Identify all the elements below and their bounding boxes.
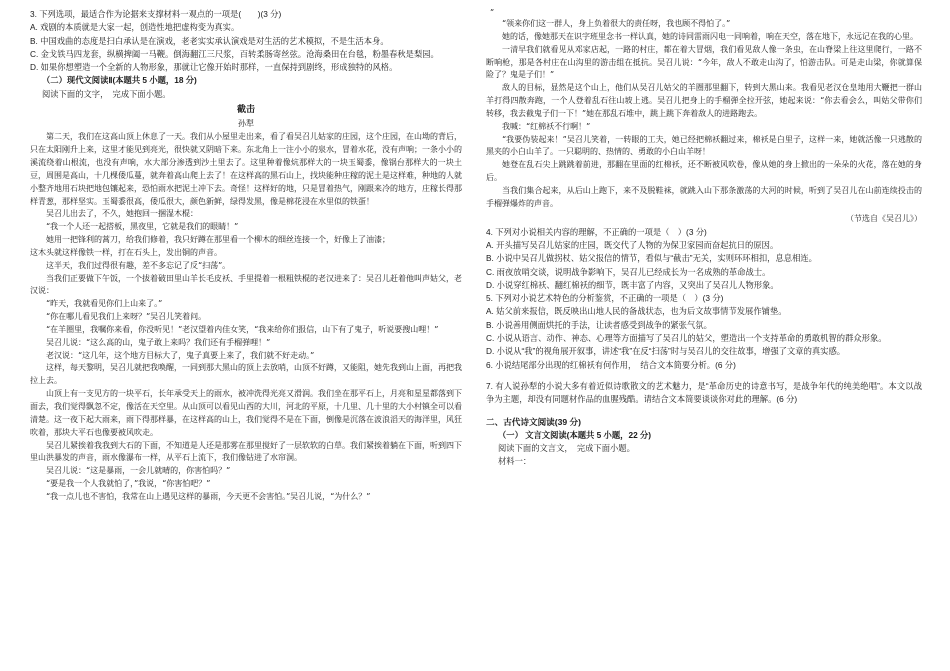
q4-option-b: B. 小说中吴召儿做拐杖、姑父报信的情节，看似与“截击”无关，实则环环相扣，息息相连。 [486, 253, 817, 264]
answer-space [486, 407, 922, 415]
section3-subheading: （一） 文言文阅读(本题共 5 小题，22 分) [498, 429, 652, 440]
passage-title: 截击 [236, 105, 255, 116]
passage-paragraph: 这样，每天黎明，吴召儿就把我唤醒，一同到那大黑山的顶上去放哨，山顶不好蹲，又能阻，她先我到山上面，再把我拉上去。 [30, 363, 462, 386]
material-label: 材料一： [498, 456, 532, 467]
q6-stem: 6. 小说结尾部分出现的红棉袄有何作用， 结合文本简要分析。(6 分) [486, 359, 736, 370]
passage-paragraph: 吴召儿紧挨着我我到大石的下面，不知道是人还是那雾在那里搅好了一层软软的白草。我们紧挨着躺在下面，听到四下里山洪暴发的声音，雨水像瀑布一样，从平石上流下，我们像钻进了水帘洞。 [30, 440, 462, 463]
passage-paragraph: 老汉说：“这几年，这个地方目标大了，鬼子真要上来了，我们就不好走动。” [46, 350, 315, 360]
passage-paragraph: “领来你们这一群人，身上负着很大的责任呀，我也顾不得怕了。” [502, 19, 731, 28]
section2-heading: （二）现代文阅读Ⅱ(本题共 5 小题，18 分) [42, 75, 197, 86]
passage-paragraph: 山顶上有一支见方的一块平石，长年承受天上的雨水，被冲洗得光亮又滑润。我们坐在那平石上，月亮和星星都落到下面去，我们觉得飘忽不定，像活在天空里。从山顶可以看见山西的大川，河北的平原，十几里、几十里的大小村镇全可以看清楚。这一夜下起大雨来，雨下得那样暴，在这样高的山上，我们觉得不是在下面，倒像是沉落在波浪滔天的海洋里，风狂吹着，那块大平石也像要被风吹走。 [30, 389, 462, 437]
q5-option-d: D. 小说从“我”的视角展开叙事，讲述“我”在反“扫荡”时与吴召儿的交往故事，增强了文章的真实感。 [486, 346, 846, 357]
q3-option-a: A. 戏剧的本质就是大家一起，创造性地把虚构变为真实。 [30, 22, 240, 33]
section3-heading: 二、古代诗文阅读(39 分) [486, 416, 582, 427]
passage-paragraph: 当我们正要做下午饭，一个拔着破田里山羊长毛皮袄、手里提着一根粗铁棍的老汉进来了：吴召儿赶着他叫声姑父，老汉说： [30, 273, 462, 296]
passage-paragraph: “在羊圈里，我嘱你来看，你没听见！”老汉望着内佳女笑，“我来给你们报信，山下有了鬼子，听说要搜山哩！” [46, 324, 439, 334]
passage-paragraph: “我一个人还一起搭板，黑夜里，它就是我们的眼睛！” [46, 222, 239, 232]
q5-stem: 5. 下列对小说艺术特色的分析鉴赏，不正确的一项是（ ）(3 分) [486, 293, 724, 304]
passage-paragraph: 她用一把锋利的蒿刀，给我们修着，我只好蹲在那里看一个柳木的细丝连接一个，好像上了油漆； [46, 235, 390, 245]
answer-space [486, 372, 922, 380]
passage-paragraph: 吴召儿说：“这是暴雨，一会儿就晴的，你害怕吗？” [46, 466, 231, 476]
passage-paragraph: 这木头就这样像铁一样，打在石头上，发出铜的声音。 [30, 247, 222, 257]
q4-stem: 4. 下列对小说相关内容的理解，不正确的一项是（ ）(3 分) [486, 226, 707, 237]
q4-option-d: D. 小说穿红棉袄、翻红棉袄的细节，既丰富了内容，又突出了吴召儿人物形象。 [486, 279, 779, 290]
passage-paragraph: “你在哪儿看见我们上来呀？”吴召儿笑着问。 [46, 312, 207, 322]
q4-option-a: A. 开头描写吴召儿姑家的庄园，既交代了人物的为保卫家园而奋起抗日的原因。 [486, 239, 779, 250]
section3-instruction: 阅读下面的文言文， 完成下面小题。 [498, 443, 635, 454]
passage-author: 孙犁 [238, 119, 254, 129]
passage-paragraph: 吴召儿出去了，不久，她抱回一捆湿木棍： [46, 209, 198, 219]
q3-option-b: B. 中国戏曲的态度是扫白承认是在演戏，老老实实承认演戏是对生活的艺术模拟，不是生活本身。 [30, 35, 389, 46]
passage-paragraph: 她登在乱石尖上跳跳着前进，那翻在里面的红棉袄，还不断被风吹卷，像从她的身上掀出的一朵朵的火花，落在她的身后。 [486, 160, 922, 183]
passage-paragraph: “要是我一个人我就怕了，”我说，“你害怕吧？” [46, 479, 211, 489]
q3-option-d: D. 如果你想塑造一个全新的人物形象，那就让它像开始时那样，一直保持到剧终，形成独特的风格。 [30, 62, 398, 73]
passage-paragraph: 第二天，我们在这高山顶上休息了一天。我们从小屋里走出来，看了看吴召儿姑家的庄园，这个庄园，在山坳的背后，只在太阳刚升上来，这里才能见到亮光，很快就又阴暗下来。东北角上一注小小的泉水，冒着水花，没有声响；一条小小的溪流绕着山根流，也没有声响，水大部分渗透到沙土里去了。这里种着像炕那样大的一块玉蜀黍，像锅台那样大的一块土豆，周围是高山，十几棵倭瓜蔓，就奔着高山爬上去了！在这样高的黑石山上，找块能种庄稼的泥土是这样难，种地的人就小整齐地用石块把地包镶起来，恐怕雨水把泥土冲下去。奇怪！这样好的地，只是冒着热气，刚跟来冷的地方，庄稼长得那样青葱，那样坚实。玉蜀黍很高，倭瓜很大，颜色新鲜，绿得发黑，像是棉花浸在水里似的铁蛋！ [30, 132, 462, 206]
left-column [30, 8, 462, 504]
right-column [486, 8, 922, 469]
passage-paragraph: 吴召儿说：“这么高的山，鬼子敢上来吗？我们还有手榴弹哩！” [46, 337, 271, 347]
continued-quote-mark: ” [490, 8, 495, 17]
passage-paragraph: “我要伪装起来！”吴召儿笑着，一转眼的工夫，她已经把棉袄翻过来，棉袄是白里子，这样一来，她就活像一只逃散的黑夹的小白山羊了。一只聪明的、热情的、勇敢的小白山羊呀！ [486, 134, 922, 157]
passage-paragraph: 一清早我们就看见从邓家店起，一路的村庄，都在着大冒烟，我们看见敌人像一条虫，在山脊梁上往这里爬行，一路不断响枪，那是各村庄在山沟里的游击组在抵抗。吴召儿说：“今年，敌人不敢走山沟了，怕游击队。可是走山梁，你就算保险了？鬼是子们！” [486, 44, 922, 80]
q7-stem: 7. 有人说孙犁的小说大多有着近似诗歌散文的艺术魅力，是“革命历史的诗意书写，是战争年代的纯美绝唱”。本文以战争为主题，却没有同题材作品的血腥残酷。请结合文本简要谈谈你对此的理解。(6 分) [486, 380, 922, 405]
passage-paragraph: 我喊：“红棉袄不行啊！” [502, 121, 591, 131]
passage-paragraph: “我一点儿也不害怕，我常在山上遇见这样的暴雨，今天更不会害怕。”吴召儿说，“为什么？” [46, 491, 371, 501]
q4-option-c: C. 雨夜放哨交谈，说明战争影响下，吴召儿已经成长为一名成熟的革命战士。 [486, 266, 771, 277]
passage-paragraph: “昨天，我就看见你们上山来了。” [46, 299, 163, 309]
q5-option-b: B. 小说善用侧面烘托的手法，让读者感受到战争的紧张气氛。 [486, 319, 712, 330]
section2-instruction: 阅读下面的文字， 完成下面小题。 [42, 88, 171, 99]
q3-stem: 3. 下列选项，最适合作为论据来支撑材料一观点的一项是( )(3 分) [30, 9, 282, 19]
q5-option-c: C. 小说从语言、动作、神态、心理等方面描写了吴召儿的姑父，塑造出一个支持革命的勇敢机智的群众形象。 [486, 333, 887, 344]
passage-paragraph: 这半天，我们过得很有趣，差不多忘记了反“扫荡”。 [46, 260, 231, 270]
passage-paragraph: 当我们集合起来，从后山上跑下，来不及脱鞋袜，就跳入山下那条激荡的大河的时候，听到了吴召儿在山前连续投击的手榴弹爆炸的声音。 [486, 185, 922, 208]
q3-option-c: C. 金戈铁马四龙套，纵横捭阖一马鞭。倒海翻江三尺浆，百转柔肠寄丝弦。沧海桑田在台毯，粉墨春秋是梨园。 [30, 48, 439, 59]
passage-source: （节选自《吴召儿》） [846, 213, 922, 223]
passage-paragraph: 敌人的目标，显然是这个山上，他们从吴召儿姑父的羊圈那里翻下，转到大黑山来。我看见老汉仓皇地用大鞭把一群山羊打得四散奔跑，一个人登着乱石往山坡上逃。吴召儿把身上的手榴弹全拉开弦，她起来说：“你去看会么，叫姑父带你们转移，我去截鬼子们一下！”她在那乱石堆中，跳上跳下奔着敌人的进路跑去。 [486, 83, 922, 118]
q5-option-a: A. 姑父前来报信，既反映出山地人民的备战状态，也为后文故事情节发展作铺垫。 [486, 306, 787, 317]
passage-paragraph: 她的话，像她那天在识字班里念书一样认真，她的诗同雷雨闪电一同响着，响在天空，落在地下，永远记在我的心里。 [502, 31, 918, 41]
